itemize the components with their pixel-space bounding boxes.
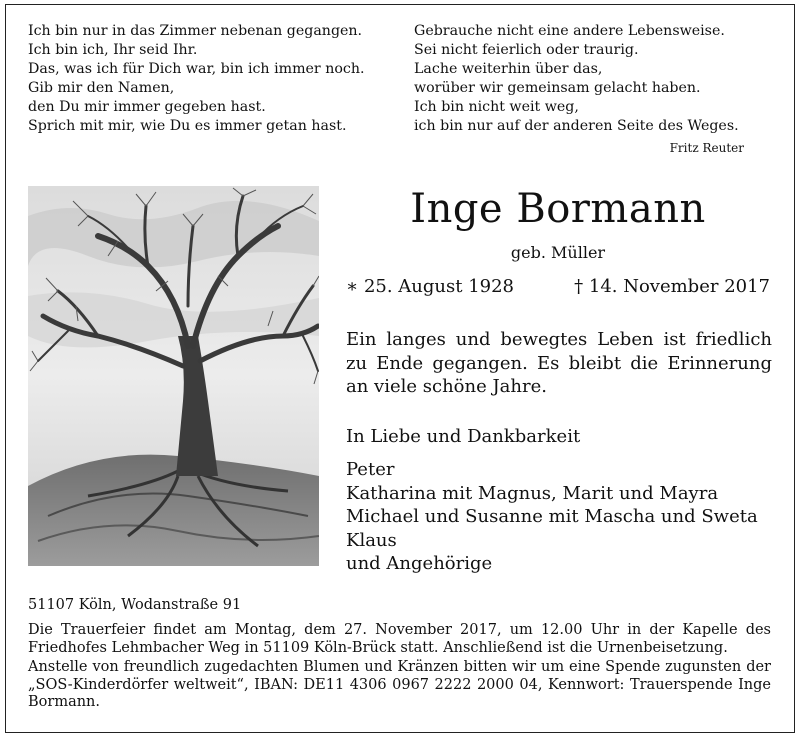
poem-left-column	[28, 22, 365, 136]
poem-line: Gib mir den Namen,	[28, 80, 175, 96]
mourners-list	[346, 458, 758, 576]
deceased-name: Inge Bormann	[410, 186, 706, 232]
birth-name: geb. Müller	[510, 243, 606, 262]
ceremony-info: Die Trauerfeier findet am Montag, dem 27. November 2017, um 12.00 Uhr in der Kapelle des Friedhofes Lehmbacher Weg in 51109 Köln-Brück statt. Anschließend ist die Urnenbeisetzung.	[28, 622, 771, 656]
poem-line: Ich bin nur in das Zimmer nebenan gegangen.	[28, 23, 363, 39]
poem-line: Ich bin nicht weit weg,	[414, 99, 579, 115]
poem-line: ich bin nur auf der anderen Seite des Weges.	[414, 118, 739, 134]
dedication: In Liebe und Dankbarkeit	[346, 426, 581, 447]
address: 51107 Köln, Wodanstraße 91	[28, 597, 242, 613]
mourner-line: und Angehörige	[346, 553, 493, 574]
mourner-line: Klaus	[346, 529, 397, 551]
poem-line: Sei nicht feierlich oder traurig.	[414, 42, 639, 58]
poem-line: Lache weiterhin über das,	[414, 61, 603, 77]
mourner-line: Katharina mit Magnus, Marit und Mayra	[346, 482, 719, 504]
poem-line: worüber wir gemeinsam gelacht haben.	[414, 80, 701, 96]
birth-date: ∗ 25. August 1928	[346, 276, 515, 297]
donation-info: Anstelle von freundlich zugedachten Blumen und Kränzen bitten wir um eine Spende zugunsten der „SOS-Kinderdörfer weltweit“, IBAN: DE11 4306 0967 2222 2000 04, Kennwort: Trauerspende Inge Bormann.	[28, 659, 771, 710]
mourner-line: Michael und Susanne mit Mascha und Sweta	[346, 506, 758, 527]
poem-right-column	[414, 22, 739, 136]
poem-line: Ich bin ich, Ihr seid Ihr.	[28, 42, 198, 58]
poem-line: Gebrauche nicht eine andere Lebensweise.	[414, 23, 725, 39]
mourner-line: Peter	[346, 459, 395, 480]
memorial-message: Ein langes und bewegtes Leben ist friedlich zu Ende gegangen. Es bleibt die Erinnerung an viele schöne Jahre.	[346, 329, 772, 397]
poem-line: den Du mir immer gegeben hast.	[28, 99, 266, 115]
tree-painting	[28, 186, 319, 566]
poem-author: Fritz Reuter	[669, 141, 744, 155]
poem-line: Sprich mit mir, wie Du es immer getan hast.	[28, 118, 347, 134]
poem-line: Das, was ich für Dich war, bin ich immer noch.	[28, 61, 365, 77]
death-date: † 14. November 2017	[574, 276, 770, 297]
